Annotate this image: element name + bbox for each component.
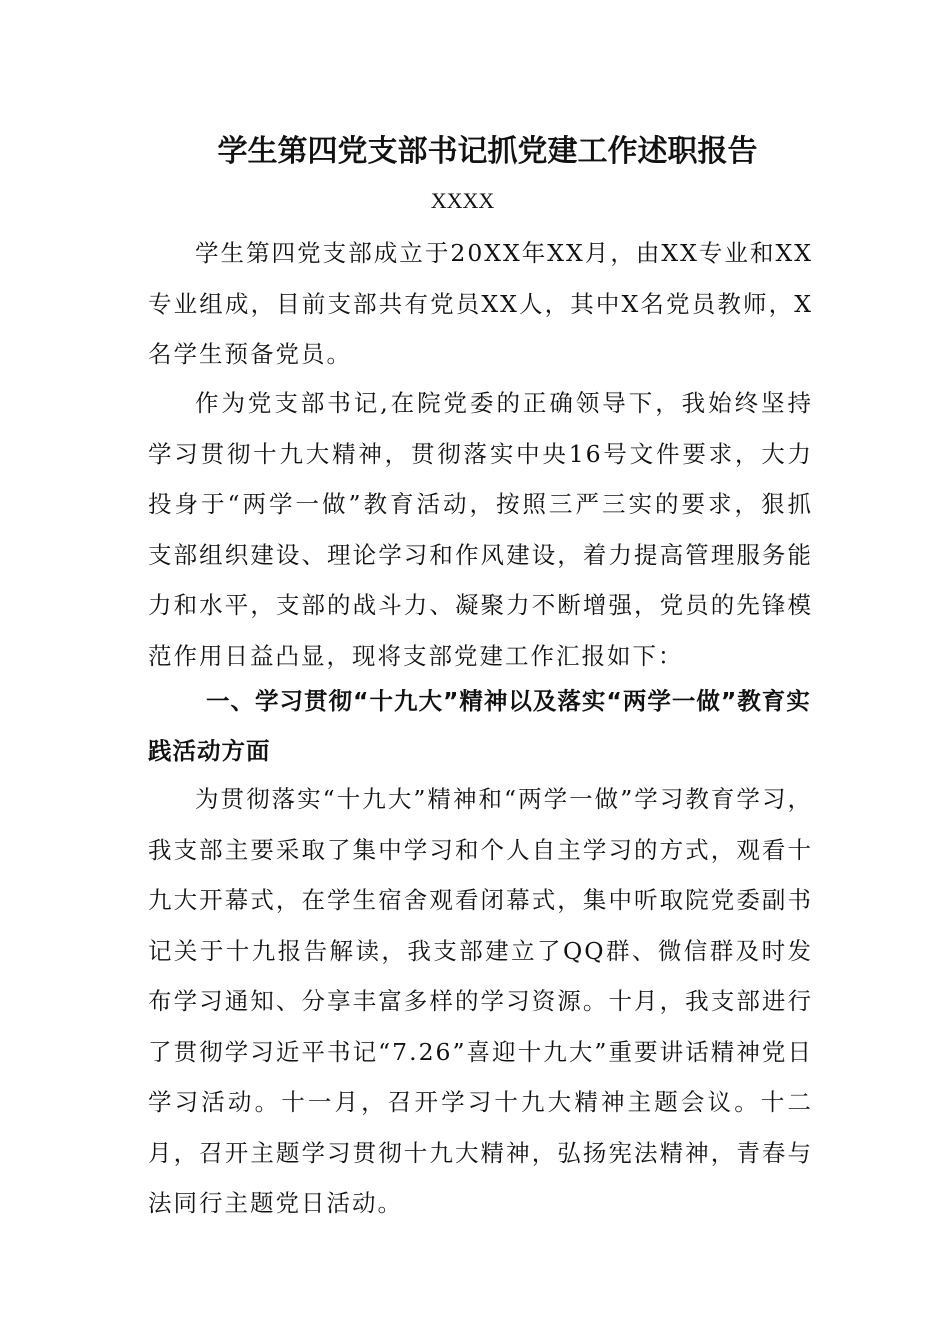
document-author: XXXX	[430, 188, 495, 213]
paragraph-section-one: 为贯彻落实“十九大”精神和“两学一做”学习教育学习，我支部主要采取了集中学习和个人自主学习的方式，观看十九大开幕式，在学生宿舍观看闭幕式，集中听取院党委副书记关于十九报告解读，我支部建立了QQ群、微信群及时发布学习通知、分享丰富多样的学习资源。十月，我支部进行了贯彻学习近平书记“7.26”喜迎十九大”重要讲话精神党日学习活动。十一月，召开学习十九大精神主题会议。十二月，召开主题学习贯彻十九大精神，弘扬宪法精神，青春与法同行主题党日活动。	[148, 785, 813, 1217]
paragraph-intro: 学生第四党支部成立于20XX年XX月，由XX专业和XX专业组成，目前支部共有党员XX人，其中X名党员教师，X名学生预备党员。	[148, 239, 813, 368]
section-heading: 一、学习贯彻“十九大”精神以及落实“两学一做”教育实践活动方面	[148, 687, 811, 765]
document-title: 学生第四党支部书记抓党建工作述职报告	[217, 134, 758, 169]
paragraph-overview: 作为党支部书记,在院党委的正确领导下，我始终坚持学习贯彻十九大精神，贯彻落实中央16号文件要求，大力投身于“两学一做”教育活动，按照三严三实的要求，狠抓支部组织建设、理论学习和作风建设，着力提高管理服务能力和水平，支部的战斗力、凝聚力不断增强，党员的先锋模范作用日益凸显，现将支部党建工作汇报如下：	[148, 389, 813, 670]
